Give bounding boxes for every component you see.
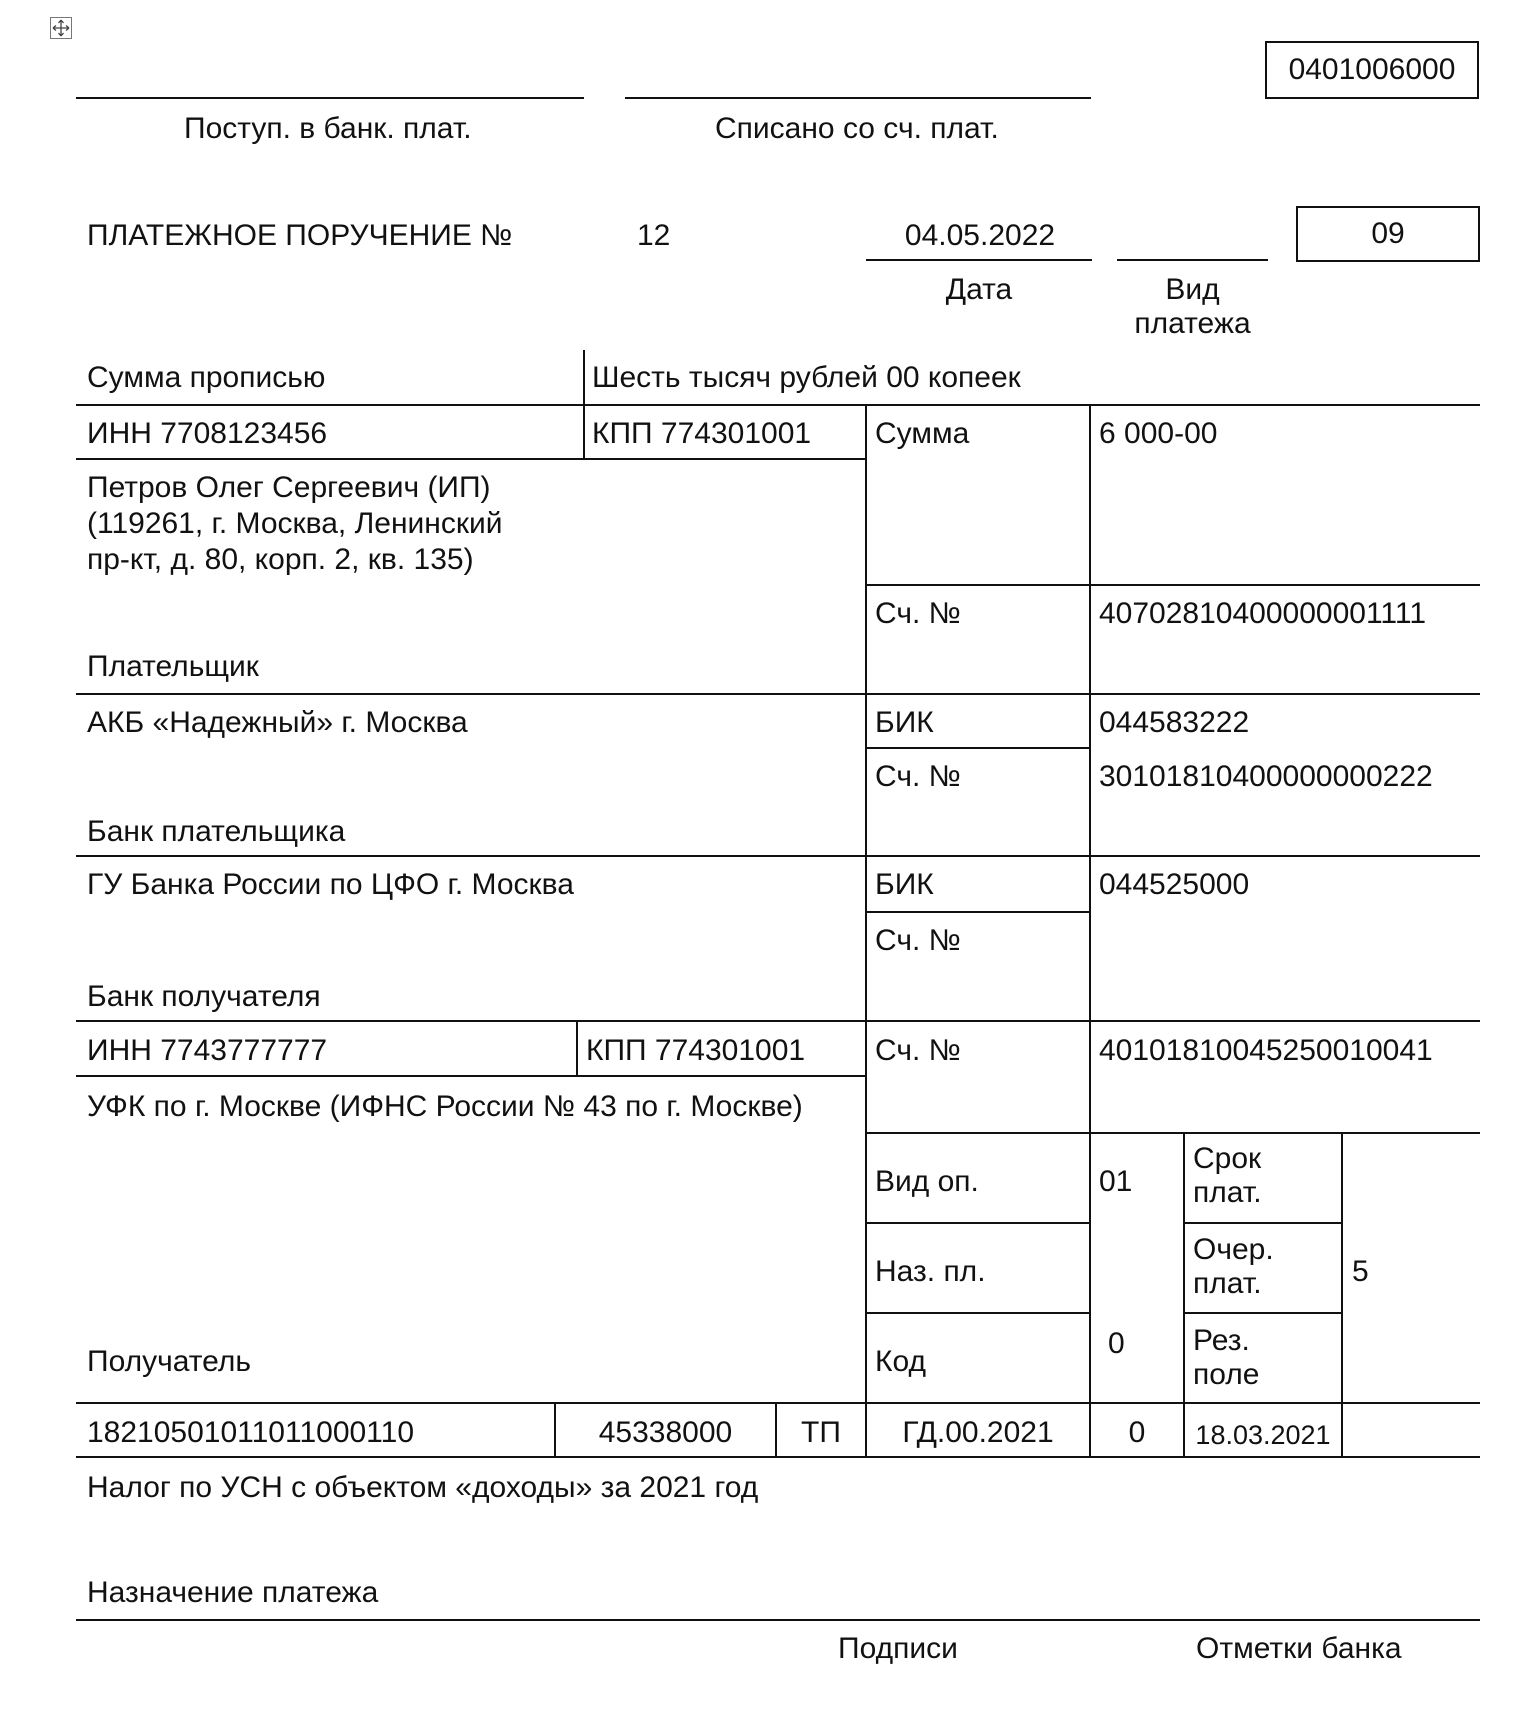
- purpose-label: Назначение платежа: [87, 1576, 379, 1609]
- payer-bank-account[interactable]: 30101810400000000222: [1099, 760, 1433, 793]
- amount-value[interactable]: 6 000-00: [1099, 417, 1218, 450]
- payee-account[interactable]: 40101810045250010041: [1099, 1034, 1433, 1067]
- bank-marks-label: Отметки банка: [1196, 1632, 1402, 1665]
- payee-bank-bik-label: БИК: [875, 868, 934, 901]
- priority-value[interactable]: 5: [1352, 1255, 1369, 1288]
- payee-inn[interactable]: ИНН 7743777777: [87, 1034, 328, 1067]
- row-line: [1184, 1222, 1342, 1224]
- payer-bank-name[interactable]: АКБ «Надежный» г. Москва: [87, 706, 468, 739]
- row-line: [866, 1222, 1090, 1224]
- document-date[interactable]: 04.05.2022: [904, 219, 1056, 252]
- col-line: [865, 404, 867, 1456]
- row-line: [76, 855, 1480, 857]
- amount-words-label: Сумма прописью: [87, 361, 326, 394]
- period-value[interactable]: ГД.00.2021: [902, 1416, 1054, 1449]
- row-line: [866, 911, 1090, 913]
- payee-bank-name[interactable]: ГУ Банка России по ЦФО г. Москва: [87, 868, 574, 901]
- status-code-box[interactable]: [1296, 206, 1480, 262]
- received-line: [76, 97, 584, 99]
- row-line: [866, 584, 1480, 586]
- reserve-label: Рез. поле: [1193, 1324, 1260, 1391]
- payee-kpp[interactable]: КПП 774301001: [586, 1034, 806, 1067]
- date-label: Дата: [945, 273, 1013, 306]
- signatures-label: Подписи: [838, 1632, 958, 1665]
- payer-bank-bik[interactable]: 044583222: [1099, 706, 1250, 739]
- priority-label: Очер. плат.: [1193, 1233, 1274, 1300]
- payee-bank-label: Банк получателя: [87, 980, 321, 1013]
- due-label: Срок плат.: [1193, 1142, 1262, 1209]
- payer-bank-bik-label: БИК: [875, 706, 934, 739]
- oktmo-value[interactable]: 45338000: [598, 1416, 733, 1449]
- payee-bank-account-label: Сч. №: [875, 924, 961, 957]
- basis-value[interactable]: ТП: [801, 1416, 841, 1449]
- col-line: [583, 404, 585, 458]
- row-line: [1184, 1312, 1342, 1314]
- payment-type-line: [1117, 259, 1268, 261]
- payer-inn[interactable]: ИНН 7708123456: [87, 417, 328, 450]
- doc-date-value[interactable]: 18.03.2021: [1195, 1420, 1331, 1450]
- row-line: [76, 1619, 1480, 1621]
- op-type-value[interactable]: 01: [1099, 1165, 1133, 1198]
- amount-label: Сумма: [875, 417, 970, 450]
- payer-bank-label: Банк плательщика: [87, 815, 346, 848]
- row-line: [866, 1312, 1090, 1314]
- table-move-handle-icon[interactable]: [50, 17, 72, 39]
- date-line: [866, 259, 1092, 261]
- form-code: 0401006000: [1288, 53, 1456, 86]
- received-label: Поступ. в банк. плат.: [184, 112, 472, 145]
- row-line: [866, 747, 1090, 749]
- purpose-code-label: Наз. пл.: [875, 1255, 986, 1288]
- payer-account[interactable]: 40702810400000001111: [1099, 597, 1427, 630]
- payee-account-label: Сч. №: [875, 1034, 961, 1067]
- col-line: [576, 1020, 578, 1075]
- payer-label: Плательщик: [87, 650, 259, 683]
- col-line: [1341, 1132, 1343, 1456]
- form-code-box: [1265, 41, 1479, 99]
- document-title: ПЛАТЕЖНОЕ ПОРУЧЕНИЕ №: [87, 219, 513, 252]
- doc-number-value[interactable]: 0: [1128, 1416, 1146, 1449]
- amount-words-divider: [583, 350, 585, 406]
- payment-type-label: Вид платежа: [1134, 273, 1251, 340]
- row-line: [76, 1020, 1480, 1022]
- row-line: [76, 1456, 1480, 1458]
- row-line: [866, 1132, 1480, 1134]
- code-label: Код: [875, 1345, 927, 1378]
- debited-line: [625, 97, 1091, 99]
- row-line: [76, 458, 866, 460]
- payee-bank-bik[interactable]: 044525000: [1099, 868, 1250, 901]
- col-line: [1089, 404, 1091, 1456]
- payee-label: Получатель: [87, 1345, 251, 1378]
- row-line: [76, 404, 1480, 406]
- purpose-value[interactable]: Налог по УСН с объектом «доходы» за 2021 год: [87, 1471, 759, 1504]
- payee-name[interactable]: УФК по г. Москве (ИФНС России № 43 по г. Москве): [87, 1090, 803, 1123]
- kbk-value[interactable]: 18210501011011000110: [87, 1416, 415, 1449]
- debited-label: Списано со сч. плат.: [715, 112, 999, 145]
- payer-name[interactable]: Петров Олег Сергеевич (ИП) (119261, г. Москва, Ленинский пр-кт, д. 80, корп. 2, кв. 135): [87, 471, 503, 576]
- document-number[interactable]: 12: [637, 219, 671, 252]
- status-code: 09: [1371, 217, 1405, 250]
- col-line: [1183, 1132, 1185, 1456]
- code-value[interactable]: 0: [1108, 1327, 1125, 1360]
- row-line: [76, 1075, 866, 1077]
- op-type-label: Вид оп.: [875, 1165, 979, 1198]
- payer-bank-account-label: Сч. №: [875, 760, 961, 793]
- payer-account-label: Сч. №: [875, 597, 961, 630]
- row-line: [76, 693, 1480, 695]
- amount-words-value[interactable]: Шесть тысяч рублей 00 копеек: [592, 361, 1021, 394]
- row-line: [76, 1402, 1480, 1404]
- payer-kpp[interactable]: КПП 774301001: [592, 417, 812, 450]
